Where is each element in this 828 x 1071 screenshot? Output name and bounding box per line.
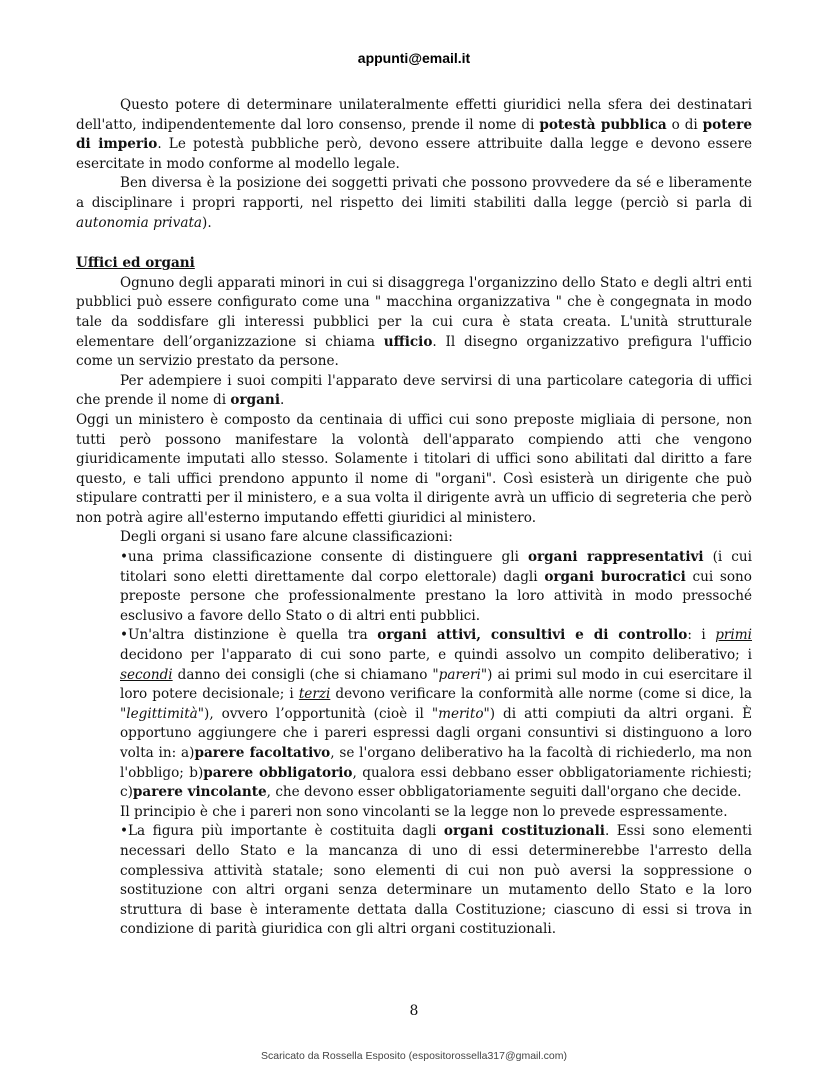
text-run: (i cui titolari sono eletti direttamente dal corpo elettorale) dagli [120, 549, 752, 585]
paragraph-classificazioni [76, 528, 752, 548]
text-run: decidono per l'apparato di cui sono parte, e quindi assolvo un compito deliberativo; i [120, 647, 752, 664]
bullet-rappresentativi-burocratici [76, 548, 752, 626]
text-run: danno dei consigli (che si chiamano " [172, 666, 439, 683]
text-run: . [279, 392, 285, 409]
text-run: parere vincolante [132, 784, 267, 801]
text-run: devono verificare la conformità alle norme (come si dice, la " [120, 686, 752, 722]
text-run: autonomia privata [76, 214, 203, 231]
text-run: legittimità [126, 705, 198, 722]
text-run: ") di atti compiuti da altri organi. È opportuno aggiungere che i pareri espressi dagli organi consuntivi si distinguono a loro volta in: a) [120, 705, 752, 761]
text-run: secondi [120, 666, 173, 683]
text-run: ") ai primi sul modo in cui esercitare il loro potere decisionale; i [120, 666, 752, 703]
section-title-uffici-organi: Uffici ed organi [76, 255, 195, 272]
download-footer: Scaricato da Rossella Esposito (espositorossella317@gmail.com) [261, 1050, 567, 1062]
text-run: parere obbligatorio [203, 764, 353, 781]
paragraph-organi [76, 372, 752, 411]
text-run: "), ovvero l’opportunità (cioè il " [197, 705, 439, 722]
text-run: primi [715, 627, 753, 644]
text-run: , che devono esser obbligatoriamente seguiti dall'organo che decide. [266, 784, 742, 801]
text-run: Il principio è che i pareri non sono vincolanti se la legge non lo prevede espressamente. [120, 803, 728, 820]
text-run: ufficio [383, 333, 433, 350]
text-run: , qualora essi debbano esser obbligatoriamente richiesti; c) [120, 764, 752, 801]
text-run: . Essi sono elementi necessari dello Stato e la mancanza di uno di essi determinerebbe l'arresto della complessiva attività statale; sono elementi di cui non può aversi la soppressione o sostituzione con altri organi senza determinare un mutamento dello Stato e la loro struttura di base è interamente dettata dalla Costituzione; ciascuno di essi si trova in condizione di parità giuridica con gli altri organi costituzionali. [120, 823, 752, 938]
text-run: •Un'altra distinzione è quella tra [120, 627, 378, 644]
text-run: , se l'organo deliberativo ha la facoltà di richiederlo, ma non l'obbligo; b) [120, 745, 752, 781]
bullet-attivi-consultivi-controllo [76, 626, 752, 802]
text-run: •una prima classificazione consente di distinguere gli [120, 549, 528, 566]
text-run: organi attivi, consultivi e di controllo [377, 627, 688, 644]
paragraph-ministero [76, 411, 752, 529]
text-run: organi rappresentativi [527, 549, 704, 566]
paragraph-principio-pareri [76, 803, 752, 823]
text-run: : i [687, 627, 716, 644]
text-run: Ben diversa è la posizione dei soggetti privati che possono provvedere da sé e liberamente a disciplinare i propri rapporti, nel rispetto dei limiti stabiliti dalla legge (perciò si parla di [76, 175, 752, 211]
text-run: •La figura più importante è costituita dagli [120, 823, 444, 840]
text-run: . Le potestà pubbliche però, devono essere attribuite dalla legge e devono essere esercitate in modo conforme al modello legale. [76, 136, 752, 172]
header-email: appunti@email.it [357, 50, 471, 66]
text-run: merito [438, 705, 484, 722]
text-run: Degli organi si usano fare alcune classificazioni: [120, 529, 453, 546]
text-run: potere di imperio [76, 116, 752, 153]
text-run: Questo potere di determinare unilateralmente effetti giuridici nella sfera dei destinatari dell'atto, indipendentemente dal loro consenso, prende il nome di [76, 97, 752, 133]
text-run: potestà pubblica [539, 116, 667, 133]
text-run: o di [666, 116, 703, 133]
text-run: organi burocratici [544, 568, 686, 585]
text-run: organi [230, 392, 280, 409]
text-run: pareri [438, 666, 481, 683]
text-run: Oggi un ministero è composto da centinaia di uffici cui sono preposte migliaia di persone, non tutti però possono manifestare la volontà dell'apparato compiendo atti che vengono giuridicamente imputati allo stesso. Solamente i titolari di uffici sono abilitati dal diritto a fare questo, e tali uffici prendono appunto il nome di "organi". Così esisterà un dirigente che può stipulare contratti per il ministero, e a sua volta il dirigente avrà un ufficio di segreteria che però non potrà agire all'esterno imputando effetti giuridici al ministero. [76, 411, 752, 526]
text-run: parere facoltativo [194, 745, 331, 761]
text-run: cui sono preposte persone che professionalmente prestano la loro attività in modo pressoché esclusivo a favore dello Stato o di altri enti pubblici. [120, 568, 752, 624]
document-body [76, 96, 752, 940]
text-run: ). [202, 214, 212, 231]
text-run: Ognuno degli apparati minori in cui si disaggrega l'organizzino dello Stato e degli altri enti pubblici può essere configurato come una " macchina organizzativa " che è congegnata in modo tale da soddisfare gli interessi pubblici per la cui cura è stata creata. L'unità strutturale elementare dell’organizzazione si chiama [76, 274, 752, 350]
text-run: Per adempiere i suoi compiti l'apparato deve servirsi di una particolare categoria di uffici che prende il nome di [76, 372, 752, 409]
paragraph-autonomia-privata [76, 174, 752, 233]
bullet-organi-costituzionali [76, 822, 752, 940]
page-number: 8 [409, 1003, 419, 1019]
text-run: organi costituzionali [443, 823, 605, 840]
text-run: . Il disegno organizzativo prefigura l'ufficio come un servizio prestato da persone. [76, 333, 752, 370]
paragraph-ufficio [76, 274, 752, 372]
paragraph-potesta-pubblica [76, 96, 752, 174]
text-run: terzi [298, 686, 331, 703]
